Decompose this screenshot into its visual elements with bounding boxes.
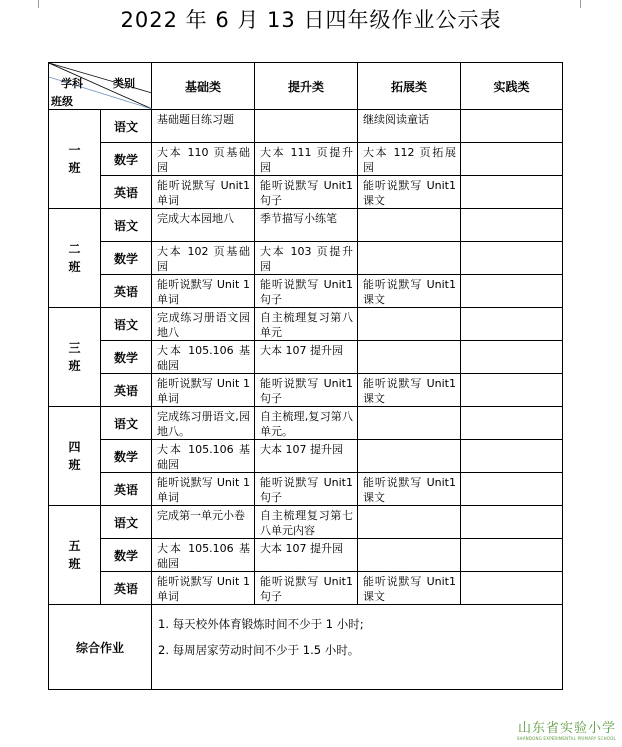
homework-cell-practice — [461, 473, 563, 506]
school-logo-en: SHANDONG EXPERIMENTAL PRIMARY SCHOOL — [516, 736, 616, 741]
homework-cell-extend — [358, 539, 461, 572]
table-row — [49, 407, 563, 440]
table-row — [49, 110, 563, 143]
homework-cell-improve: 大本 111 页提升园 — [255, 143, 358, 176]
header-row — [49, 63, 563, 110]
summary-line: 2. 每周居家劳动时间不少于 1.5 小时。 — [158, 643, 360, 657]
homework-cell-extend: 能听说默写 Unit1 课文 — [358, 176, 461, 209]
class-name-cell: 四 班 — [49, 407, 101, 506]
table-row — [49, 440, 563, 473]
homework-cell-practice — [461, 341, 563, 374]
homework-cell-basic: 能听说默写 Unit 1 单词 — [152, 275, 255, 308]
homework-cell-basic: 能听说默写 Unit1 单词 — [152, 176, 255, 209]
table-row — [49, 308, 563, 341]
homework-cell-practice — [461, 407, 563, 440]
homework-cell-basic: 基础题目练习题 — [152, 110, 255, 143]
subject-cell: 数学 — [101, 539, 152, 572]
homework-cell-practice — [461, 176, 563, 209]
homework-cell-basic: 完成练习册语文园地八 — [152, 308, 255, 341]
table-row — [49, 506, 563, 539]
homework-cell-improve: 自主梳理复习第七八单元内容 — [255, 506, 358, 539]
homework-cell-practice — [461, 539, 563, 572]
subject-cell: 数学 — [101, 242, 152, 275]
summary-label: 综合作业 — [49, 605, 152, 690]
homework-cell-improve: 大本 107 提升园 — [255, 341, 358, 374]
subject-cell: 英语 — [101, 572, 152, 605]
subject-cell: 英语 — [101, 176, 152, 209]
corner-label-class: 班级 — [51, 95, 73, 108]
homework-cell-basic: 能听说默写 Unit 1 单词 — [152, 572, 255, 605]
homework-cell-improve: 能听说默写 Unit1 句子 — [255, 374, 358, 407]
homework-cell-extend: 大本 112 页拓展园 — [358, 143, 461, 176]
table-row — [49, 341, 563, 374]
homework-cell-extend — [358, 209, 461, 242]
homework-cell-extend — [358, 341, 461, 374]
homework-cell-basic: 完成练习册语文,园地八。 — [152, 407, 255, 440]
corner-label-subject: 学科 — [61, 77, 83, 90]
homework-cell-extend: 能听说默写 Unit1 课文 — [358, 572, 461, 605]
subject-cell: 语文 — [101, 209, 152, 242]
subject-cell: 语文 — [101, 110, 152, 143]
table-row — [49, 209, 563, 242]
homework-cell-extend — [358, 242, 461, 275]
homework-cell-basic: 大本 105.106 基础园 — [152, 341, 255, 374]
homework-cell-practice — [461, 374, 563, 407]
homework-cell-improve: 大本 107 提升园 — [255, 539, 358, 572]
col-header-basic: 基础类 — [152, 63, 255, 110]
homework-cell-extend — [358, 308, 461, 341]
homework-cell-extend — [358, 506, 461, 539]
homework-cell-extend: 能听说默写 Unit1 课文 — [358, 275, 461, 308]
page-title: 2022 年 6 月 13 日四年级作业公示表 — [120, 8, 502, 32]
subject-cell: 英语 — [101, 374, 152, 407]
class-name-cell: 二 班 — [49, 209, 101, 308]
homework-cell-basic: 大本 102 页基础园 — [152, 242, 255, 275]
subject-cell: 语文 — [101, 308, 152, 341]
homework-cell-extend — [358, 440, 461, 473]
table-row — [49, 176, 563, 209]
summary-row — [49, 605, 563, 690]
class-name-cell: 五 班 — [49, 506, 101, 605]
school-logo — [517, 717, 616, 741]
homework-cell-basic: 大本 105.106 基础园 — [152, 440, 255, 473]
summary-content — [152, 605, 563, 690]
subject-cell: 数学 — [101, 143, 152, 176]
school-logo-cn: 山东省实验小学 — [517, 721, 616, 736]
homework-cell-practice — [461, 275, 563, 308]
homework-cell-improve: 能听说默写 Unit1 句子 — [255, 176, 358, 209]
homework-cell-practice — [461, 572, 563, 605]
homework-cell-improve: 能听说默写 Unit1 句子 — [255, 473, 358, 506]
homework-cell-improve: 能听说默写 Unit1 句子 — [255, 572, 358, 605]
corner-header-cell — [49, 63, 152, 110]
homework-cell-improve: 自主梳理复习第八单元 — [255, 308, 358, 341]
homework-cell-improve: 自主梳理,复习第八单元。 — [255, 407, 358, 440]
subject-cell: 英语 — [101, 473, 152, 506]
table-row — [49, 275, 563, 308]
homework-cell-basic: 大本 105.106 基础园 — [152, 539, 255, 572]
homework-cell-practice — [461, 209, 563, 242]
homework-cell-practice — [461, 308, 563, 341]
col-header-improve: 提升类 — [255, 63, 358, 110]
homework-cell-improve: 大本 103 页提升园 — [255, 242, 358, 275]
homework-cell-practice — [461, 110, 563, 143]
homework-cell-improve: 大本 107 提升园 — [255, 440, 358, 473]
table-row — [49, 539, 563, 572]
table-row — [49, 473, 563, 506]
homework-cell-extend: 能听说默写 Unit1 课文 — [358, 374, 461, 407]
homework-cell-basic: 完成第一单元小卷 — [152, 506, 255, 539]
table-row — [49, 242, 563, 275]
homework-cell-improve: 季节描写小练笔 — [255, 209, 358, 242]
summary-line: 1. 每天校外体育锻炼时间不少于 1 小时; — [158, 617, 364, 631]
homework-cell-practice — [461, 440, 563, 473]
homework-cell-basic: 能听说默写 Unit 1 单词 — [152, 374, 255, 407]
homework-cell-basic: 能听说默写 Unit 1 单词 — [152, 473, 255, 506]
homework-cell-basic: 完成大本园地八 — [152, 209, 255, 242]
subject-cell: 数学 — [101, 341, 152, 374]
homework-cell-extend — [358, 407, 461, 440]
class-name-cell: 一 班 — [49, 110, 101, 209]
homework-table — [48, 62, 563, 690]
col-header-practice: 实践类 — [461, 63, 563, 110]
col-header-extend: 拓展类 — [358, 63, 461, 110]
subject-cell: 语文 — [101, 407, 152, 440]
homework-cell-practice — [461, 242, 563, 275]
table-row — [49, 374, 563, 407]
subject-cell: 英语 — [101, 275, 152, 308]
homework-cell-practice — [461, 143, 563, 176]
homework-cell-practice — [461, 506, 563, 539]
table-row — [49, 143, 563, 176]
corner-label-category: 类别 — [113, 77, 135, 90]
homework-cell-basic: 大本 110 页基础园 — [152, 143, 255, 176]
homework-cell-extend: 能听说默写 Unit1 课文 — [358, 473, 461, 506]
homework-cell-improve: 能听说默写 Unit1 句子 — [255, 275, 358, 308]
class-name-cell: 三 班 — [49, 308, 101, 407]
homework-cell-extend: 继续阅读童话 — [358, 110, 461, 143]
homework-cell-improve — [255, 110, 358, 143]
subject-cell: 数学 — [101, 440, 152, 473]
subject-cell: 语文 — [101, 506, 152, 539]
table-row — [49, 572, 563, 605]
